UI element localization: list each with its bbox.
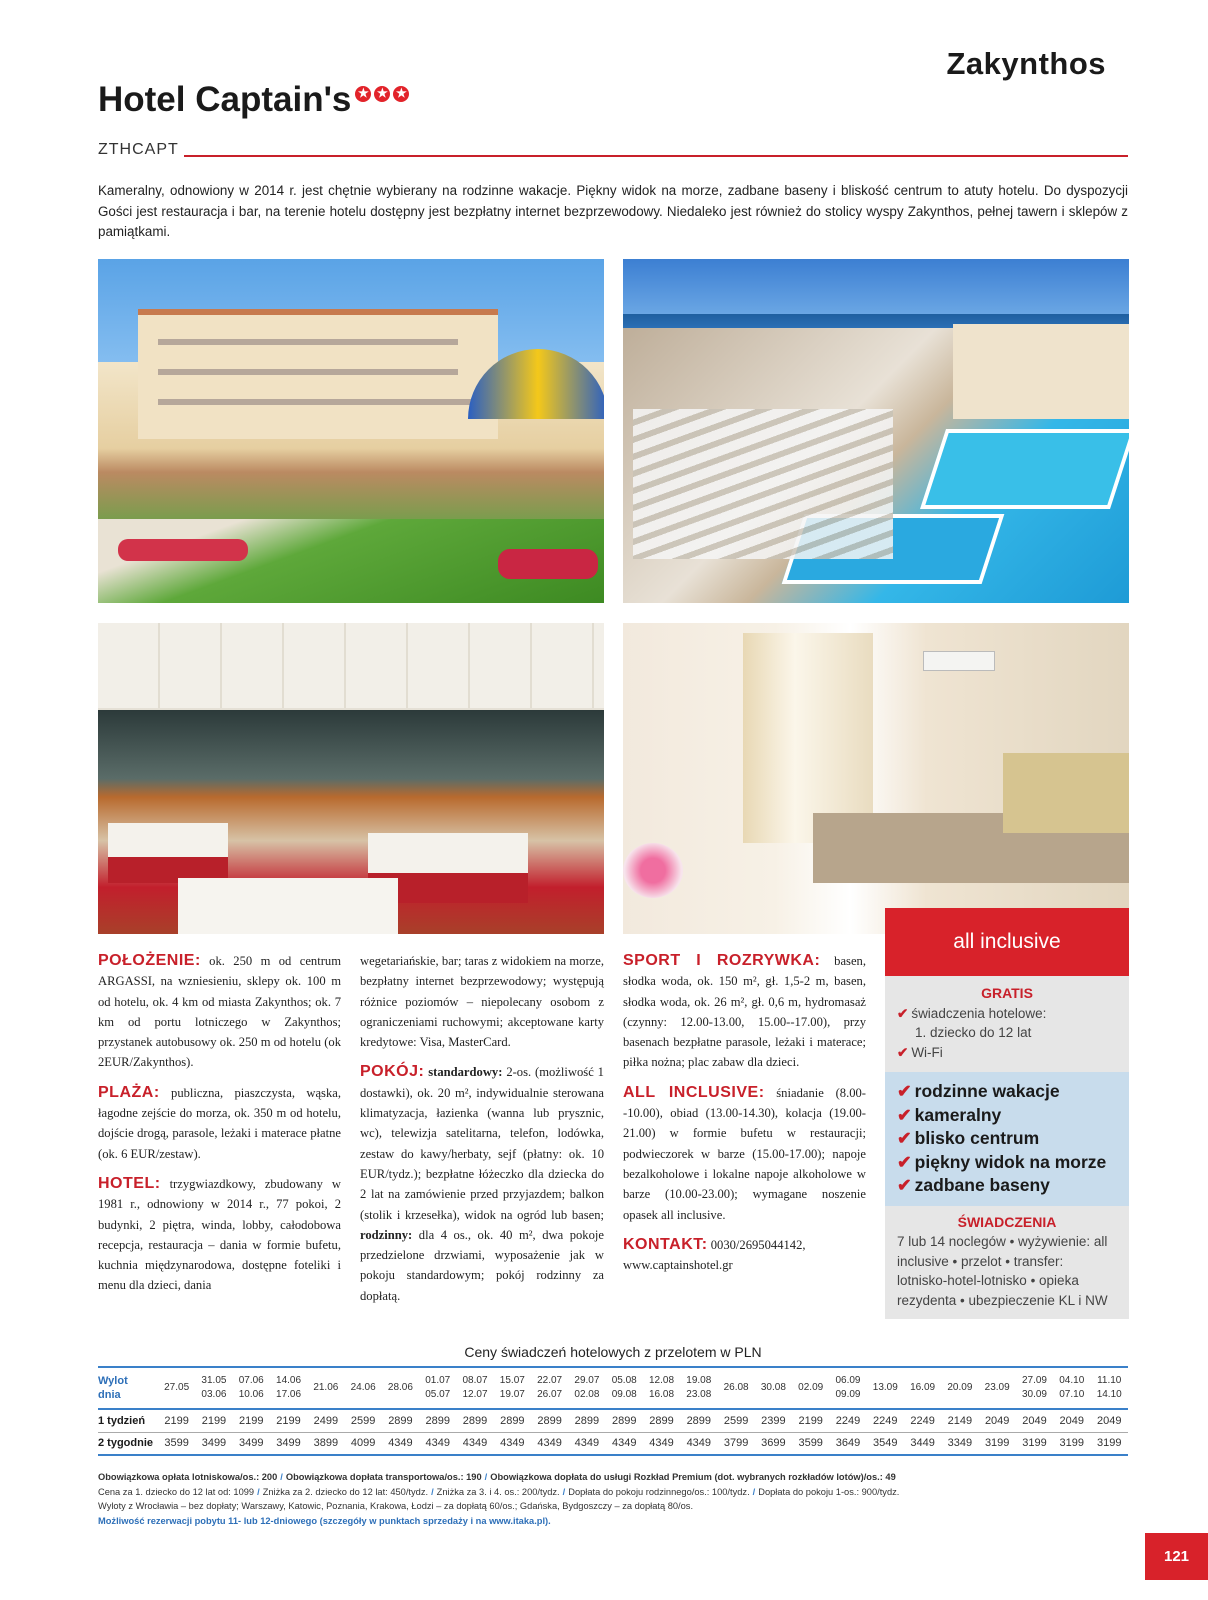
price-cell: 4349 — [531, 1432, 568, 1455]
price-cell: 3599 — [158, 1432, 195, 1455]
section-label: SPORT I ROZRYWKA: — [623, 952, 821, 969]
departure-date-cell: 30.08 — [755, 1367, 792, 1409]
price-cell: 4349 — [494, 1432, 531, 1455]
departure-date-cell: 08.07 12.07 — [456, 1367, 493, 1409]
price-cell: 3549 — [867, 1432, 904, 1455]
text-column-3 — [623, 951, 866, 1285]
note-line: Możliwość rezerwacji pobytu 11- lub 12-dniowego (szczegóły w punktach sprzedaży i na www.itaka.pl). — [98, 1515, 551, 1526]
check-icon: ✔ — [897, 1104, 912, 1125]
section-label: POŁOŻENIE: — [98, 952, 201, 969]
title-divider — [184, 155, 1128, 157]
gratis-item: ✔ świadczenia hotelowe: — [897, 1005, 1047, 1021]
price-row-label: 1 tydzień — [98, 1414, 146, 1427]
price-cell: 3199 — [1090, 1432, 1128, 1455]
section-kontakt — [623, 1235, 866, 1276]
section-hotel — [98, 1174, 341, 1296]
price-cell: 4099 — [344, 1432, 381, 1455]
price-cell: 3599 — [792, 1432, 829, 1455]
feature-item: ✔ rodzinne wakacje — [897, 1081, 1060, 1101]
price-cell: 2049 — [984, 1414, 1010, 1427]
section-text: ok. 250 m od centrum ARGASSI, na wzniesieniu, sklepy ok. 100 m od hotelu, ok. 4 km od miasta Zakynthos; ok. 7 km od portu lotniczego w Zakynthos; przystanek autobusowy ok. 250 m od hotelu (ok 2EUR/Zakynthos). — [98, 954, 341, 1070]
contact-text: 0030/2695044142, www.captainshotel.gr — [623, 1237, 806, 1273]
hotel-name: Hotel Captain's — [98, 80, 352, 119]
price-cell: 3449 — [904, 1432, 941, 1455]
gratis-item: ✔ Wi-Fi — [897, 1044, 943, 1060]
intro-paragraph: Kameralny, odnowiony w 2014 r. jest chętnie wybierany na rodzinne wakacje. Piękny widok na morze, zadbane baseny i bliskość centrum to atuty hotelu. Do dyspozycji Gości jest restauracja i bar, na terenie hotelu dostępny jest bezpłatny internet bezprzewodowy. Niedaleko jest również do stolicy wyspy Zakynthos, pełnej tawern i sklepów z pamiątkami. — [98, 183, 1128, 239]
text-column-1 — [98, 951, 341, 1306]
price-table — [98, 1366, 1128, 1456]
price-cell: 2199 — [164, 1414, 189, 1427]
price-cell: 2599 — [350, 1414, 376, 1427]
check-icon: ✔ — [897, 1044, 909, 1060]
hotel-title — [98, 80, 409, 120]
price-cell: 3649 — [829, 1432, 866, 1455]
price-row-label: 2 tygodnie — [98, 1432, 158, 1455]
price-notes — [98, 1470, 1128, 1528]
price-cell: 2399 — [761, 1414, 786, 1427]
feature-item: ✔ piękny widok na morze — [897, 1151, 1107, 1172]
price-cell: 3199 — [1016, 1432, 1053, 1455]
price-cell: 2249 — [835, 1414, 861, 1427]
text-column-2 — [360, 951, 604, 1316]
star-icon — [393, 86, 409, 102]
price-cell: 4349 — [382, 1432, 419, 1455]
departure-date-cell: 31.05 03.06 — [195, 1367, 232, 1409]
departure-dates-row — [98, 1367, 1128, 1409]
departure-date-cell: 29.07 02.08 — [568, 1367, 605, 1409]
section-text: wegetariańskie, bar; taras z widokiem na morze, bezpłatny internet bezprzewodowy; występują różnice poziomów – niepolecany osobom z ograniczeniami ruchowymi; akceptowane karty kredytowe: Visa, MasterCard. — [360, 954, 604, 1050]
swiadczenia-text: 7 lub 14 noclegów • wyżywienie: all inclusive • przelot • transfer: lotnisko-hotel-lotnisko • opieka rezydenta • ubezpieczenie KL i NW — [897, 1234, 1108, 1308]
price-cell: 2499 — [313, 1414, 339, 1427]
price-cell: 3499 — [270, 1432, 307, 1455]
page-number: 121 — [1145, 1533, 1208, 1580]
price-cell: 2899 — [388, 1414, 413, 1427]
note-line: Obowiązkowa opłata lotniskowa/os.: 200 / Obowiązkowa dopłata transportowa/os.: 190 / Obowiązkowa dopłata do usługi Rozkład Premium (dot. wybranych rozkładów lotów)/os.: 49 — [98, 1472, 896, 1482]
section-label: POKÓJ: — [360, 1063, 425, 1081]
price-cell: 2599 — [723, 1414, 749, 1427]
price-cell: 2199 — [276, 1414, 301, 1427]
price-cell: 2049 — [1096, 1414, 1122, 1427]
price-cell: 3499 — [233, 1432, 270, 1455]
departure-date-cell: 01.07 05.07 — [419, 1367, 456, 1409]
departure-date-cell: 19.08 23.08 — [680, 1367, 717, 1409]
price-cell: 3899 — [307, 1432, 344, 1455]
departure-date-cell: 07.06 10.06 — [233, 1367, 270, 1409]
departure-date-cell: 20.09 — [941, 1367, 978, 1409]
hotel-code: ZTHCAPT — [98, 141, 179, 158]
price-cell: 2899 — [537, 1414, 562, 1427]
check-icon: ✔ — [897, 1175, 912, 1195]
section-all-inclusive — [623, 1083, 866, 1225]
room-type-label: rodzinny: — [360, 1227, 413, 1242]
departure-date-cell: 16.09 — [904, 1367, 941, 1409]
feature-item: ✔ kameralny — [897, 1104, 1002, 1125]
hotel-stars — [355, 86, 409, 102]
departure-date-cell: 02.09 — [792, 1367, 829, 1409]
departure-date-cell: 26.08 — [717, 1367, 754, 1409]
all-inclusive-box — [885, 908, 1129, 1319]
departure-date-cell: 24.06 — [344, 1367, 381, 1409]
region-title: Zakynthos — [946, 46, 1106, 81]
price-cell: 3699 — [755, 1432, 792, 1455]
gratis-item: 1. dziecko do 12 lat — [915, 1025, 1032, 1040]
swiadczenia-title: ŚWIADCZENIA — [957, 1213, 1057, 1230]
section-plaza — [98, 1083, 341, 1164]
departure-date-cell: 14.06 17.06 — [270, 1367, 307, 1409]
price-cell: 2049 — [1022, 1414, 1047, 1427]
price-cell: 4349 — [606, 1432, 643, 1455]
price-cell: 4349 — [680, 1432, 717, 1455]
section-text: dla 4 os., ok. 40 m², dwa pokoje przedzielone drzwiami, wyposażenie jak w pokoju standardowym; pokój rodzinny za dopłatą. — [360, 1227, 604, 1303]
price-cell: 3499 — [195, 1432, 232, 1455]
departure-date-cell: 23.09 — [979, 1367, 1016, 1409]
departure-date-cell: 22.07 26.07 — [531, 1367, 568, 1409]
restaurant-photo — [98, 623, 604, 934]
feature-item: ✔ zadbane baseny — [897, 1175, 1050, 1195]
section-polozenie — [98, 951, 341, 1073]
price-cell: 4349 — [456, 1432, 493, 1455]
check-icon: ✔ — [897, 1151, 912, 1172]
gratis-title: GRATIS — [981, 985, 1033, 1001]
room-type-label: standardowy: — [428, 1065, 503, 1080]
pool-area-photo — [623, 259, 1129, 603]
price-cell: 2199 — [201, 1414, 227, 1427]
departure-date-cell: 21.06 — [307, 1367, 344, 1409]
section-text: śniadanie (8.00--10.00), obiad (13.00-14.30), kolacja (19.00-21.00) w formie bufetu w restauracji; podwieczorek w barze (15.00-17.00); napoje bezalkoholowe i lokalne napoje alkoholowe w barze (10.00-23.00); wymagane noszenie opasek all inclusive. — [623, 1085, 867, 1222]
note-line: Wyloty z Wrocławia – bez dopłaty; Warszawy, Katowic, Poznania, Krakowa, Łodzi – za dopłatą 60/os.; Gdańska, Bydgoszczy – za dopłatą 80/os. — [98, 1501, 694, 1511]
departure-date-cell: 05.08 09.08 — [606, 1367, 643, 1409]
star-icon — [355, 86, 371, 102]
departure-date-cell: 12.08 16.08 — [643, 1367, 680, 1409]
price-cell: 2899 — [611, 1414, 637, 1427]
departure-date-cell: 27.05 — [158, 1367, 195, 1409]
departure-date-cell: 06.09 09.09 — [829, 1367, 866, 1409]
price-cell: 2899 — [686, 1414, 712, 1427]
departure-date-cell: 11.10 14.10 — [1090, 1367, 1128, 1409]
price-cell: 2899 — [574, 1414, 600, 1427]
price-cell: 3799 — [717, 1432, 754, 1455]
section-label: ALL INCLUSIVE: — [623, 1083, 765, 1101]
price-table-title: Ceny świadczeń hotelowych z przelotem w PLN — [464, 1344, 762, 1360]
price-cell: 4349 — [643, 1432, 680, 1455]
section-text: trzygwiazdkowy, zbudowany w 1981 r., odnowiony w 2014 r., 77 pokoi, 2 budynki, 2 piętra, winda, lobby, całodobowa recepcja, restauracja – dania w formie bufetu, kuchnia międzynarodowa, dostępne foteliki i menu dla dzieci, dania — [98, 1176, 341, 1293]
departure-date-cell: 13.09 — [867, 1367, 904, 1409]
price-cell: 3349 — [941, 1432, 978, 1455]
departure-date-cell: 04.10 07.10 — [1053, 1367, 1090, 1409]
price-cell: 3199 — [979, 1432, 1016, 1455]
feature-item: ✔ blisko centrum — [897, 1128, 1040, 1148]
check-icon: ✔ — [897, 1081, 912, 1101]
section-label: PLAŻA: — [98, 1083, 160, 1101]
departure-label: Wylot dnia — [98, 1367, 158, 1409]
price-cell: 2149 — [947, 1414, 973, 1427]
section-label: KONTAKT: — [623, 1235, 708, 1253]
price-cell: 2899 — [425, 1414, 450, 1427]
check-icon: ✔ — [897, 1128, 912, 1148]
price-cell: 2249 — [873, 1414, 898, 1427]
features-block — [885, 1072, 1129, 1206]
price-cell: 2899 — [462, 1414, 488, 1427]
price-cell: 2249 — [910, 1414, 935, 1427]
section-sport — [623, 951, 866, 1073]
section-hotel-cont — [360, 951, 604, 1052]
gratis-block — [885, 976, 1129, 1072]
section-pokoj — [360, 1062, 604, 1306]
price-cell: 4349 — [568, 1432, 605, 1455]
departure-date-cell: 15.07 19.07 — [494, 1367, 531, 1409]
section-text: 2-os. (możliwość 1 dostawki), ok. 20 m², indywidualnie sterowana klimatyzacja, łazienka (wanna lub prysznic, wc), telewizja satelitarna, telefon, lodówka, zestaw do kawy/herbaty, sejf (płatny: ok. 10 EUR/tydz.); bezpłatne łóżeczko dla dziecka do 2 lat na zamówienie przed przyjazdem; balkon (stolik i krzesełka), widok na ogród lub basen; — [360, 1065, 604, 1222]
departure-date-cell: 27.09 30.09 — [1016, 1367, 1053, 1409]
star-icon — [374, 86, 390, 102]
price-cell: 2899 — [649, 1414, 674, 1427]
price-row — [98, 1409, 1128, 1432]
price-cell: 2199 — [798, 1414, 823, 1427]
price-cell: 2049 — [1059, 1414, 1085, 1427]
swiadczenia-block — [885, 1206, 1129, 1320]
section-text: publiczna, piaszczysta, wąska, łagodne zejście do morza, ok. 350 m od hotelu, dojście drogą, parasole, leżaki i materace płatne (ok. 6 EUR/zestaw). — [98, 1085, 341, 1161]
note-line: Cena za 1. dziecko do 12 lat od: 1099 / Zniżka za 2. dziecko do 12 lat: 450/tydz. / Zniżka za 3. i 4. os.: 200/tydz. / Dopłata do pokoju rodzinnego/os.: 100/tydz. / Dopłata do pokoju 1-os.: 900/tydz. — [98, 1486, 900, 1497]
room-photo — [623, 623, 1129, 934]
section-text: basen, słodka woda, ok. 150 m², gł. 1,5-2 m, basen, słodka woda, ok. 26 m², gł. 0,6 m, hydromasaż (czynny: 12.00-13.00, 15.00--17.00), przy basenach bezpłatne parasole, leżaki i materace; piłka nożna; plac zabaw dla dzieci. — [623, 954, 866, 1070]
price-row — [98, 1432, 1128, 1455]
departure-date-cell: 28.06 — [382, 1367, 419, 1409]
check-icon: ✔ — [897, 1005, 909, 1021]
all-inclusive-header: all inclusive — [885, 908, 1129, 976]
price-cell: 4349 — [419, 1432, 456, 1455]
price-cell: 2199 — [239, 1414, 264, 1427]
section-label: HOTEL: — [98, 1174, 161, 1192]
price-cell: 2899 — [500, 1414, 525, 1427]
price-cell: 3199 — [1053, 1432, 1090, 1455]
hotel-exterior-photo — [98, 259, 604, 603]
